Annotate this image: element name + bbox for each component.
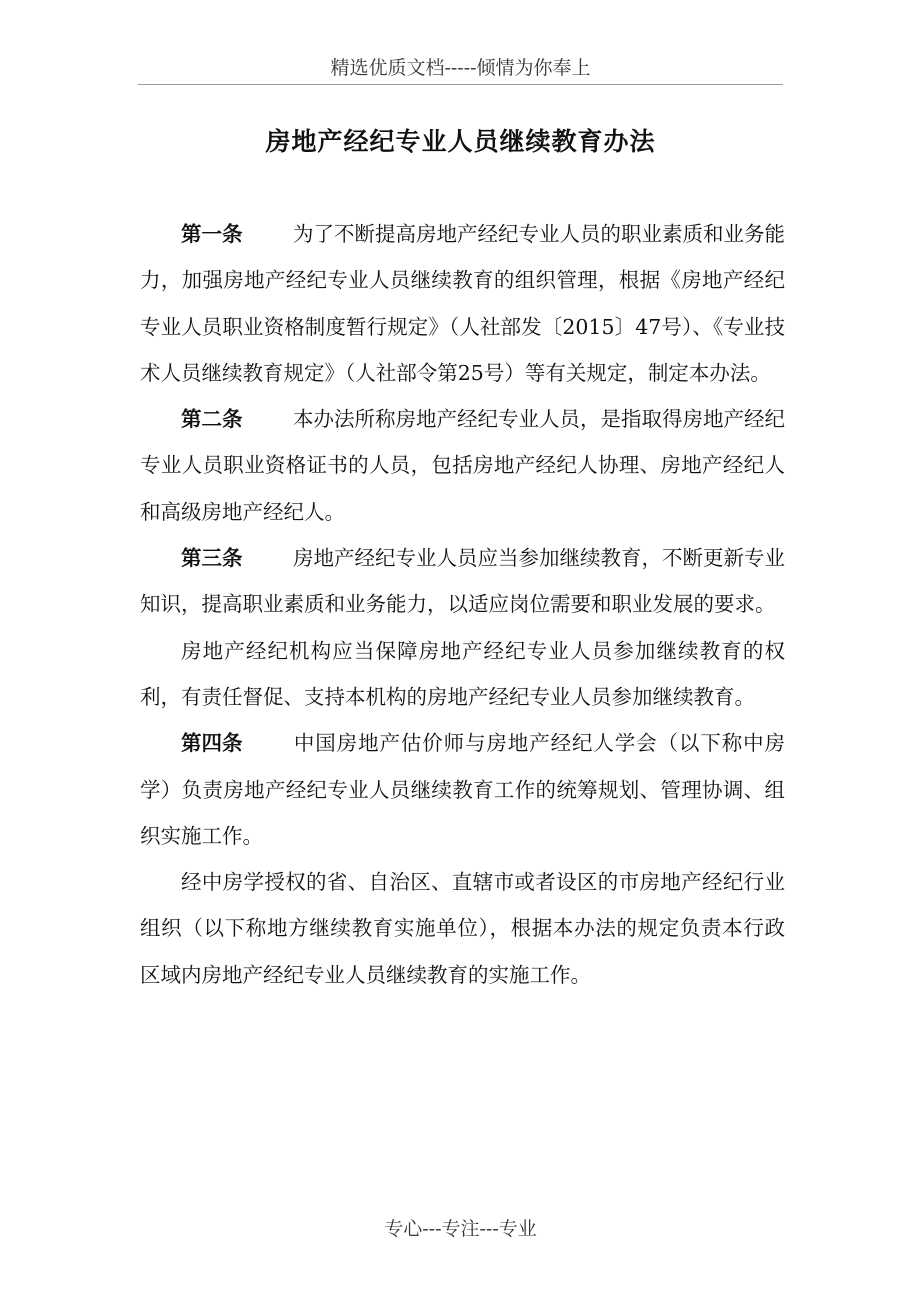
article-1 <box>140 211 785 396</box>
article-3 <box>140 535 785 628</box>
paragraph-text: 房地产经纪机构应当保障房地产经纪专业人员参加继续教育的权利，有责任督促、支持本机构的房地产经纪专业人员参加继续教育。 <box>140 638 785 709</box>
document-title: 房地产经纪专业人员继续教育办法 <box>265 127 656 156</box>
header-text: 精选优质文档-----倾情为你奉上 <box>330 57 591 79</box>
article-3-paragraph-2 <box>140 628 785 721</box>
article-label: 第三条 <box>181 546 243 571</box>
article-text: 本办法所称房地产经纪专业人员，是指取得房地产经纪专业人员职业资格证书的人员，包括房地产经纪人协理、房地产经纪人和高级房地产经纪人。 <box>140 407 785 524</box>
article-label: 第二条 <box>181 407 243 432</box>
footer-text: 专心---专注---专业 <box>384 1218 537 1240</box>
article-label: 第四条 <box>181 731 243 756</box>
article-text: 房地产经纪专业人员应当参加继续教育，不断更新专业知识，提高职业素质和业务能力，以适应岗位需要和职业发展的要求。 <box>140 546 785 617</box>
article-4 <box>140 720 785 859</box>
article-4-paragraph-2 <box>140 859 785 998</box>
page-footer <box>138 1214 783 1244</box>
paragraph-text: 经中房学授权的省、自治区、直辖市或者设区的市房地产经纪行业组织（以下称地方继续教育实施单位），根据本办法的规定负责本行政区域内房地产经纪专业人员继续教育的实施工作。 <box>140 870 785 987</box>
document-body <box>140 211 785 998</box>
article-label: 第一条 <box>181 222 243 246</box>
article-2 <box>140 396 785 535</box>
article-text: 中国房地产估价师与房地产经纪人学会（以下称中房学）负责房地产经纪专业人员继续教育工作的统筹规划、管理协调、组织实施工作。 <box>140 731 785 848</box>
page-header <box>138 52 783 85</box>
article-text: 为了不断提高房地产经纪专业人员的职业素质和业务能力，加强房地产经纪专业人员继续教育的组织管理，根据《房地产经纪专业人员职业资格制度暂行规定》（人社部发〔2015〕47号）、《专业技术人员继续教育规定》（人社部令第25号）等有关规定，制定本办法。 <box>140 222 785 385</box>
